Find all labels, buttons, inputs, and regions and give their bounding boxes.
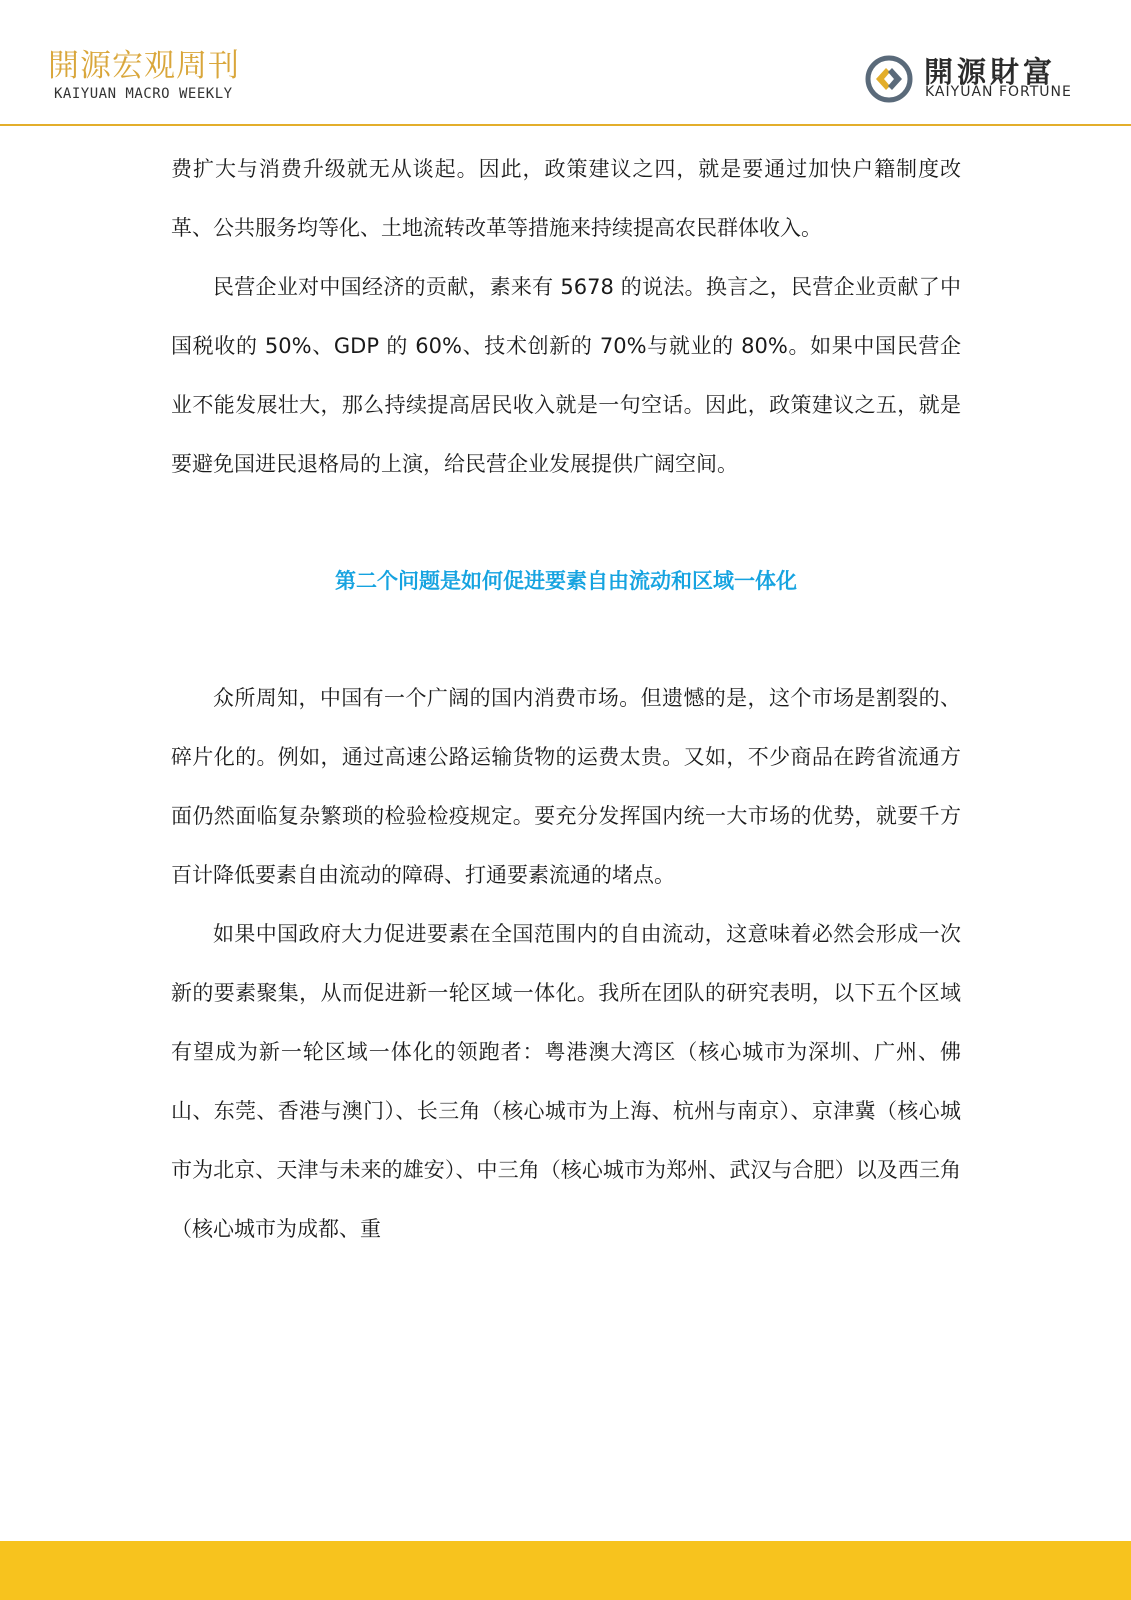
publication-subtitle: KAIYUAN MACRO WEEKLY: [54, 86, 233, 102]
section-heading: 第二个问题是如何促进要素自由流动和区域一体化: [335, 569, 797, 593]
paragraph-4: 如果中国政府大力促进要素在全国范围内的自由流动，这意味着必然会形成一次新的要素聚集，从而促进新一轮区域一体化。我所在团队的研究表明，以下五个区域有望成为新一轮区域一体化的领跑者：粤港澳大湾区（核心城市为深圳、广州、佛山、东莞、香港与澳门）、长三角（核心城市为上海、杭州与南京）、京津冀（核心城市为北京、天津与未来的雄安）、中三角（核心城市为郑州、武汉与合肥）以及西三角（核心城市为成都、重: [171, 922, 961, 1241]
paragraph-1: 费扩大与消费升级就无从谈起。因此，政策建议之四，就是要通过加快户籍制度改革、公共服务均等化、土地流转改革等措施来持续提高农民群体收入。: [171, 157, 961, 240]
article-body: [171, 140, 961, 1259]
publication-title: 開源宏观周刊: [48, 48, 240, 84]
header-divider: [0, 124, 1131, 126]
page-header: [0, 0, 1131, 126]
logo-english-name: KAIYUAN FORTUNE: [925, 84, 1072, 100]
kaiyuan-logo: [864, 50, 1084, 106]
paragraph-2: 民营企业对中国经济的贡献，素来有 5678 的说法。换言之，民营企业贡献了中国税收的 50%、GDP 的 60%、技术创新的 70%与就业的 80%。如果中国民营企业不能发展壮大，那么持续提高居民收入就是一句空话。因此，政策建议之五，就是要避免国进民退格局的上演，给民营企业发展提供广阔空间。: [171, 275, 961, 476]
spacer: [171, 494, 961, 552]
footer-bar: [0, 1541, 1131, 1600]
logo-chinese-name: 開源財富: [924, 55, 1057, 89]
spacer: [171, 611, 961, 669]
paragraph-3: 众所周知，中国有一个广阔的国内消费市场。但遗憾的是，这个市场是割裂的、碎片化的。例如，通过高速公路运输货物的运费太贵。又如，不少商品在跨省流通方面仍然面临复杂繁琐的检验检疫规定。要充分发挥国内统一大市场的优势，就要千方百计降低要素自由流动的障碍、打通要素流通的堵点。: [171, 686, 961, 887]
kaiyuan-logo-mark-icon: [864, 54, 914, 104]
